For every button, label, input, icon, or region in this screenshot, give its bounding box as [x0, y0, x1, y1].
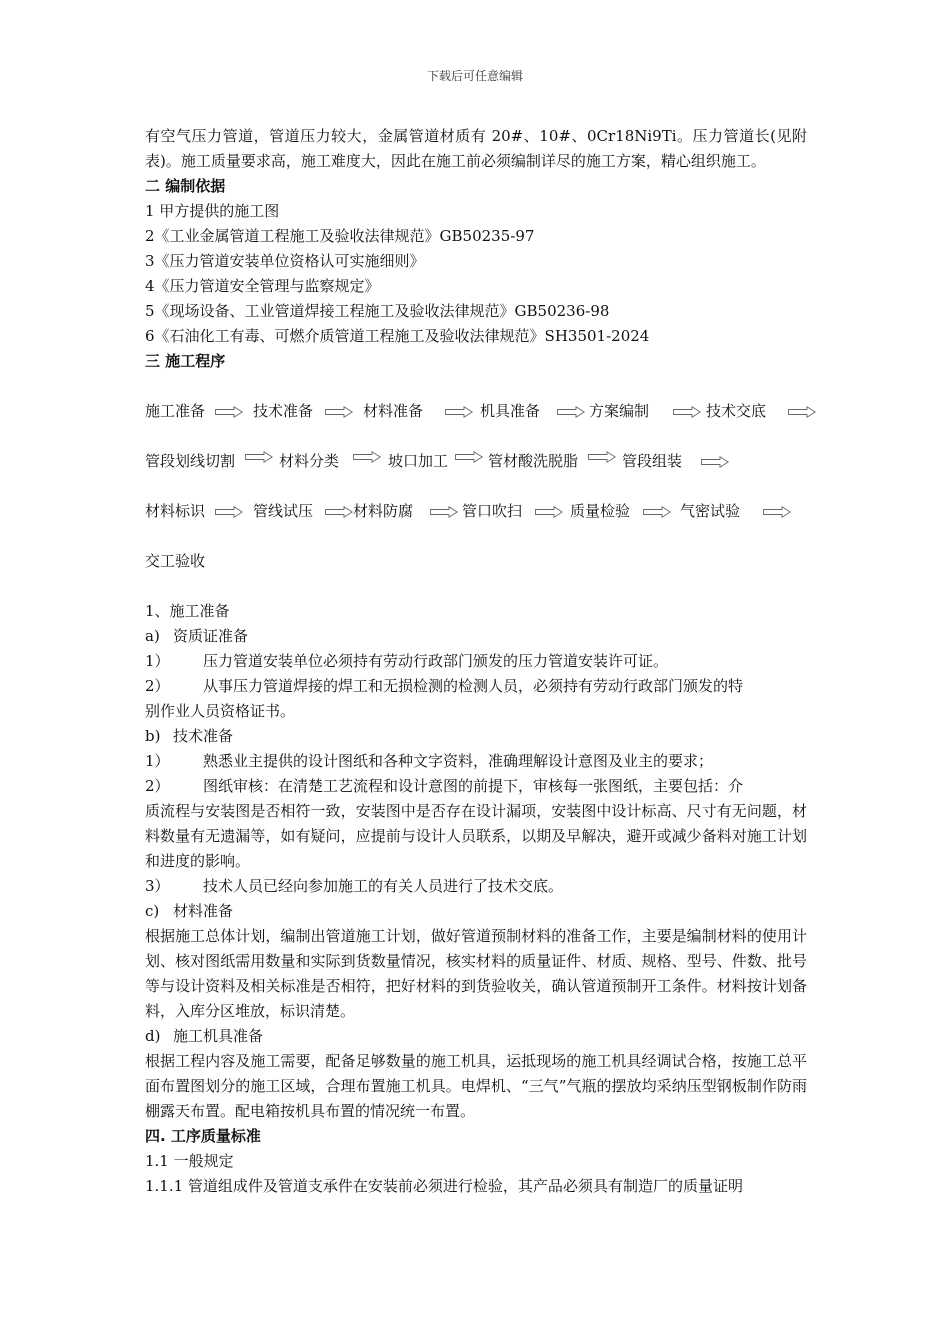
flow-step: 管段划线切割: [145, 452, 236, 470]
flow-step: 管段组装: [622, 452, 683, 470]
prep-c-heading: [145, 899, 807, 924]
flow-arrow-icon: [430, 506, 458, 518]
flow-step: 施工准备: [145, 402, 206, 420]
prep-a-item-2: 2） 从事压力管道焊接的焊工和无损检测的检测人员，必须持有劳动行政部门颁发的特: [145, 677, 744, 695]
flow-arrow-icon: [763, 506, 791, 518]
flow-arrow-icon: [215, 506, 243, 518]
flow-step: 管材酸洗脱脂: [488, 452, 579, 470]
flow-arrow-icon: [325, 506, 353, 518]
prep-b-heading: [145, 724, 807, 749]
prep-a-heading: [145, 624, 807, 649]
prep-d-title: 施工机具准备: [173, 1027, 264, 1045]
prep-d-label: d): [145, 1027, 161, 1045]
flow-arrow-icon: [588, 451, 616, 463]
flow-arrow-icon: [701, 456, 729, 468]
prep-a-item-1: 1） 压力管道安装单位必须持有劳动行政部门颁发的压力管道安装许可证。: [145, 652, 669, 670]
flow-step: 坡口加工: [388, 452, 449, 470]
prep-b-title: 技术准备: [173, 727, 234, 745]
flow-arrow-icon: [215, 406, 243, 418]
flow-arrow-icon: [445, 406, 473, 418]
prep-title: 1、施工准备: [145, 602, 230, 620]
prep-a-label: a): [145, 627, 160, 645]
flow-arrow-icon: [673, 406, 701, 418]
basis-item-2: 2《工业金属管道工程施工及验收法律规范》GB50235-97: [145, 227, 535, 245]
prep-b-item-2: 2） 图纸审核：在清楚工艺流程和设计意图的前提下，审核每一张图纸，主要包括：介: [145, 777, 744, 795]
flow-arrow-icon: [245, 451, 273, 463]
basis-item-4: 4《压力管道安全管理与监察规定》: [145, 277, 380, 295]
flow-arrow-icon: [643, 506, 671, 518]
flow-step: 材料标识: [145, 502, 206, 520]
prep-c-label: c): [145, 902, 160, 920]
prep-c-text: 根据施工总体计划，编制出管道施工计划，做好管道预制材料的准备工作，主要是编制材料的使用计划、核对图纸需用数量和实际到货数量情况，核实材料的质量证件、材质、规格、型号、件数、批号等与设计资料及相关标准是否相符，把好材料的到货验收关，确认管道预制开工条件。材料按计划备料，入库分区堆放，标识清楚。: [145, 927, 807, 1020]
prep-d-heading: [145, 1024, 807, 1049]
flow-step: 气密试验: [680, 502, 741, 520]
section-4-sub-1: 1.1 一般规定: [145, 1152, 234, 1170]
prep-a-title: 资质证准备: [173, 627, 249, 645]
basis-item-3: 3《压力管道安装单位资格认可实施细则》: [145, 252, 425, 270]
flow-arrow-icon: [788, 406, 816, 418]
flow-arrow-icon: [353, 451, 381, 463]
flow-step: 机具准备: [480, 402, 541, 420]
flow-step: 技术交底: [706, 402, 767, 420]
flow-arrow-icon: [325, 406, 353, 418]
prep-b-label: b): [145, 727, 161, 745]
basis-item-5: 5《现场设备、工业管道焊接工程施工及验收法律规范》GB50236-98: [145, 302, 610, 320]
flow-final-step: 交工验收: [145, 552, 206, 570]
section-2-title: 二 编制依据: [145, 177, 226, 195]
intro-paragraph: 有空气压力管道，管道压力较大，金属管道材质有 20#、10#、0Cr18Ni9Ti。压力管道长(见附表)。施工质量要求高，施工难度大，因此在施工前必须编制详尽的施工方案，精心组织施工。: [145, 127, 807, 170]
flow-row-3: [145, 499, 807, 524]
document-body: [145, 124, 807, 1199]
section-4-title: 四. 工序质量标准: [145, 1127, 261, 1145]
flow-row-2: [145, 449, 807, 474]
flow-step: 技术准备: [253, 402, 314, 420]
prep-b-item-2-cont: 质流程与安装图是否相符一致，安装图中是否存在设计漏项，安装图中设计标高、尺寸有无问题，材料数量有无遗漏等，如有疑问，应提前与设计人员联系，以期及早解决，避开或减少备料对施工计划和进度的影响。: [145, 802, 807, 870]
flow-arrow-icon: [535, 506, 563, 518]
basis-item-1: 1 甲方提供的施工图: [145, 202, 280, 220]
prep-b-item-3: 3） 技术人员已经向参加施工的有关人员进行了技术交底。: [145, 877, 564, 895]
prep-b-item-1: 1） 熟悉业主提供的设计图纸和各种文字资料，准确理解设计意图及业主的要求；: [145, 752, 714, 770]
flow-row-1: [145, 399, 807, 424]
section-4-sub-1-1: 1.1.1 管道组成件及管道支承件在安装前必须进行检验，其产品必须具有制造厂的质量证明: [145, 1177, 743, 1195]
page-header: 下载后可任意编辑: [426, 69, 523, 83]
flow-arrow-icon: [557, 406, 585, 418]
flow-step: 管口吹扫: [462, 502, 523, 520]
basis-item-6: 6《石油化工有毒、可燃介质管道工程施工及验收法律规范》SH3501-2024: [145, 327, 650, 345]
flow-step: 材料准备: [363, 402, 424, 420]
flow-step: 管线试压: [253, 502, 314, 520]
flow-step: 材料分类: [279, 452, 340, 470]
flow-step: 质量检验: [570, 502, 631, 520]
prep-c-title: 材料准备: [173, 902, 234, 920]
flow-step: 方案编制: [589, 402, 650, 420]
flow-arrow-icon: [455, 451, 483, 463]
prep-a-item-2-cont: 别作业人员资格证书。: [145, 702, 296, 720]
prep-d-text: 根据工程内容及施工需要，配备足够数量的施工机具，运抵现场的施工机具经调试合格，按施工总平面布置图划分的施工区域，合理布置施工机具。电焊机、“三气”气瓶的摆放均采纳压型钢板制作防雨棚露天布置。配电箱按机具布置的情况统一布置。: [145, 1052, 807, 1120]
flow-step: 材料防腐: [353, 502, 414, 520]
section-3-title: 三 施工程序: [145, 352, 226, 370]
